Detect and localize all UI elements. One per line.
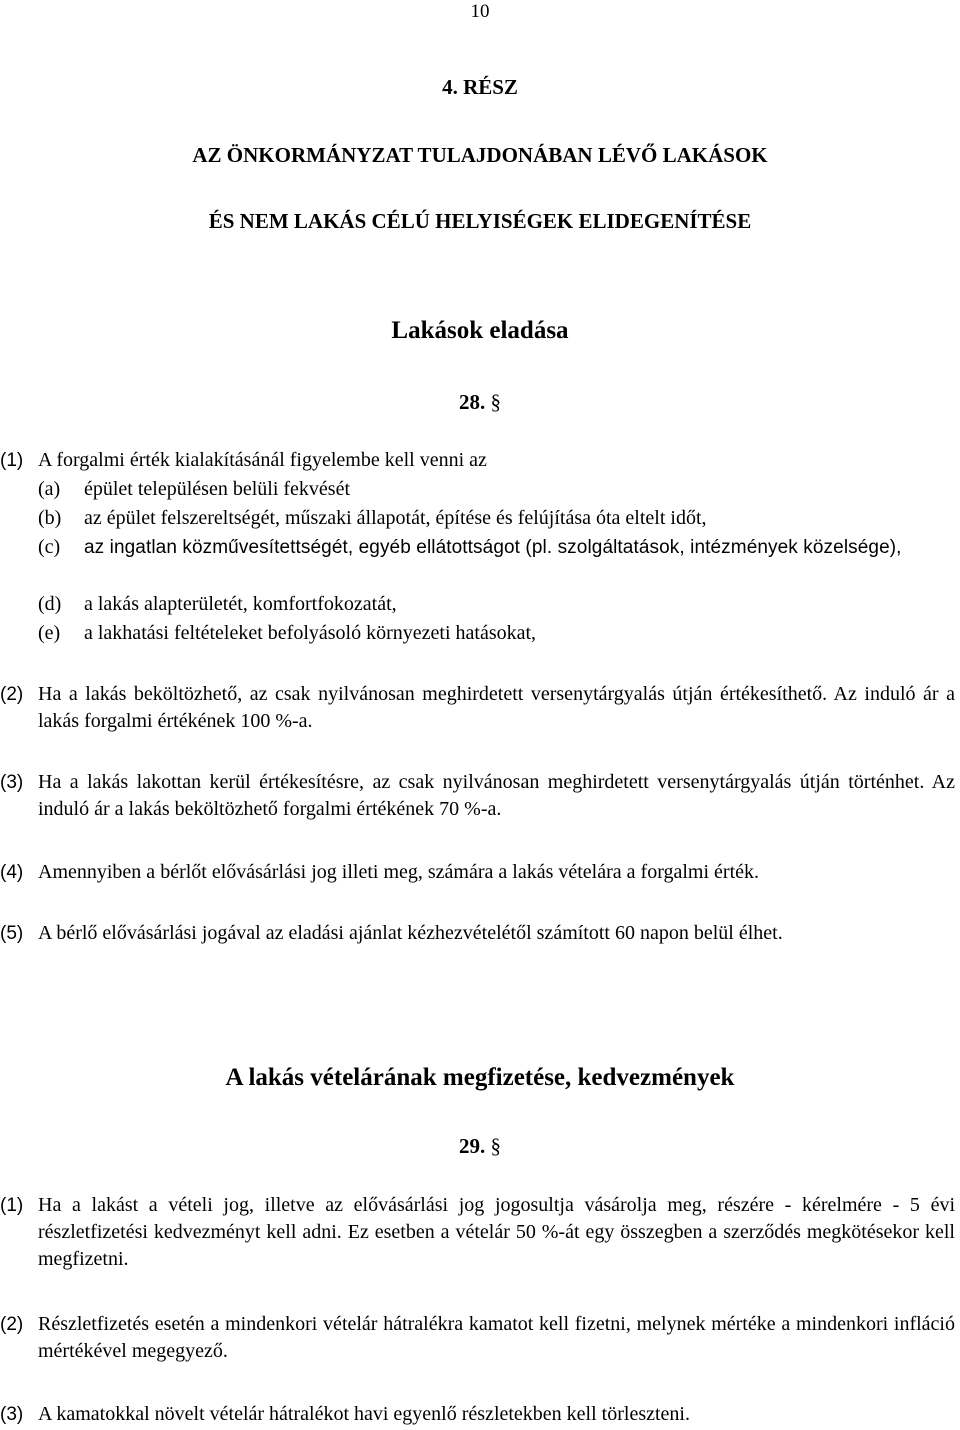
section-sign-icon: § — [490, 390, 501, 414]
subsection-text: A forgalmi érték kialakításánál figyelembe kell venni az — [38, 449, 487, 471]
subsection-text: Amennyiben a bérlőt elővásárlási jog illeti meg, számára a lakás vételára a forgalmi érték. — [38, 861, 760, 883]
paragraph-number: 29. — [459, 1134, 486, 1158]
paragraph-28-5 — [0, 920, 955, 947]
list-item-a — [38, 476, 955, 503]
list-item-d — [38, 591, 955, 618]
list-item-label: (d) — [38, 593, 62, 615]
subsection-text: Részletfizetés esetén a mindenkori vételár hátralékra kamatot kell fizetni, melynek mértéke a mindenkori infláció mértékével megegyező. — [38, 1313, 955, 1362]
subsection-text: Ha a lakás beköltözhető, az csak nyilvánosan meghirdetett versenytárgyalás útján értékesíthető. Az induló ár a lakás forgalmi értékének 100 %-a. — [38, 683, 955, 732]
list-item-text: az ingatlan közművesítettségét, egyéb ellátottságot (pl. szolgáltatások, intézmények közelsége), — [84, 537, 902, 558]
section-title-lakasok-eladasa: Lakások eladása — [391, 317, 569, 344]
subsection-number: (4) — [0, 862, 24, 883]
list-item-b — [38, 505, 955, 532]
list-item-label: (a) — [38, 478, 61, 500]
paragraph-28-2 — [0, 681, 955, 735]
list-item-label: (c) — [38, 536, 61, 558]
part-heading: 4. RÉSZ — [442, 75, 518, 99]
subsection-number: (2) — [0, 1314, 24, 1335]
subsection-number: (1) — [0, 450, 24, 471]
subsection-text: A bérlő elővásárlási jogával az eladási ajánlat kézhezvételétől számított 60 napon belül élhet. — [38, 922, 783, 944]
paragraph-29-3 — [0, 1401, 955, 1428]
paragraph-28-4 — [0, 859, 955, 886]
subsection-text: A kamatokkal növelt vételár hátralékot havi egyenlő részletekben kell törleszteni. — [38, 1403, 690, 1425]
list-item-e — [38, 620, 955, 647]
paragraph-29-2 — [0, 1311, 955, 1365]
list-item-label: (b) — [38, 507, 62, 529]
list-item-c — [38, 534, 955, 561]
list-item-text: a lakás alapterületét, komfortfokozatát, — [84, 593, 397, 615]
list-item-text: épület településen belüli fekvését — [84, 478, 351, 500]
paragraph-number: 28. — [459, 390, 486, 414]
subsection-number: (5) — [0, 923, 24, 944]
paragraph-28-3 — [0, 769, 955, 823]
subsection-number: (3) — [0, 1404, 24, 1425]
subsection-text: Ha a lakást a vételi jog, illetve az elővásárlási jog jogosultja vásárolja meg, részére - kérelmére - 5 évi részletfizetési kedvezményt kell adni. Ez esetben a vételár 50 %-át egy összegben a szerződés megkötésekor kell megfizetni. — [38, 1194, 955, 1270]
subsection-number: (1) — [0, 1195, 24, 1216]
section-sign-icon: § — [490, 1134, 501, 1158]
subsection-text: Ha a lakás lakottan kerül értékesítésre, az csak nyilvánosan meghirdetett versenytárgyalás útján történhet. Az induló ár a lakás beköltözhető forgalmi értékének 70 %-a. — [38, 771, 955, 820]
list-item-text: a lakhatási feltételeket befolyásoló környezeti hatásokat, — [84, 622, 537, 644]
list-item-label: (e) — [38, 622, 61, 644]
paragraph-29-1 — [0, 1192, 955, 1273]
paragraph-heading-28 — [0, 388, 960, 416]
page-number: 10 — [470, 1, 490, 22]
main-heading-line-1: AZ ÖNKORMÁNYZAT TULAJDONÁBAN LÉVŐ LAKÁSOK — [192, 143, 768, 167]
main-heading-line-2: ÉS NEM LAKÁS CÉLÚ HELYISÉGEK ELIDEGENÍTÉSE — [208, 209, 752, 233]
section-title-vetelar-megfizetese: A lakás vételárának megfizetése, kedvezmények — [225, 1064, 735, 1091]
paragraph-heading-29 — [0, 1132, 960, 1160]
paragraph-28-1 — [0, 447, 955, 474]
subsection-number: (3) — [0, 772, 24, 793]
list-item-text: az épület felszereltségét, műszaki állapotát, építése és felújítása óta eltelt időt, — [84, 507, 707, 529]
subsection-number: (2) — [0, 684, 24, 705]
